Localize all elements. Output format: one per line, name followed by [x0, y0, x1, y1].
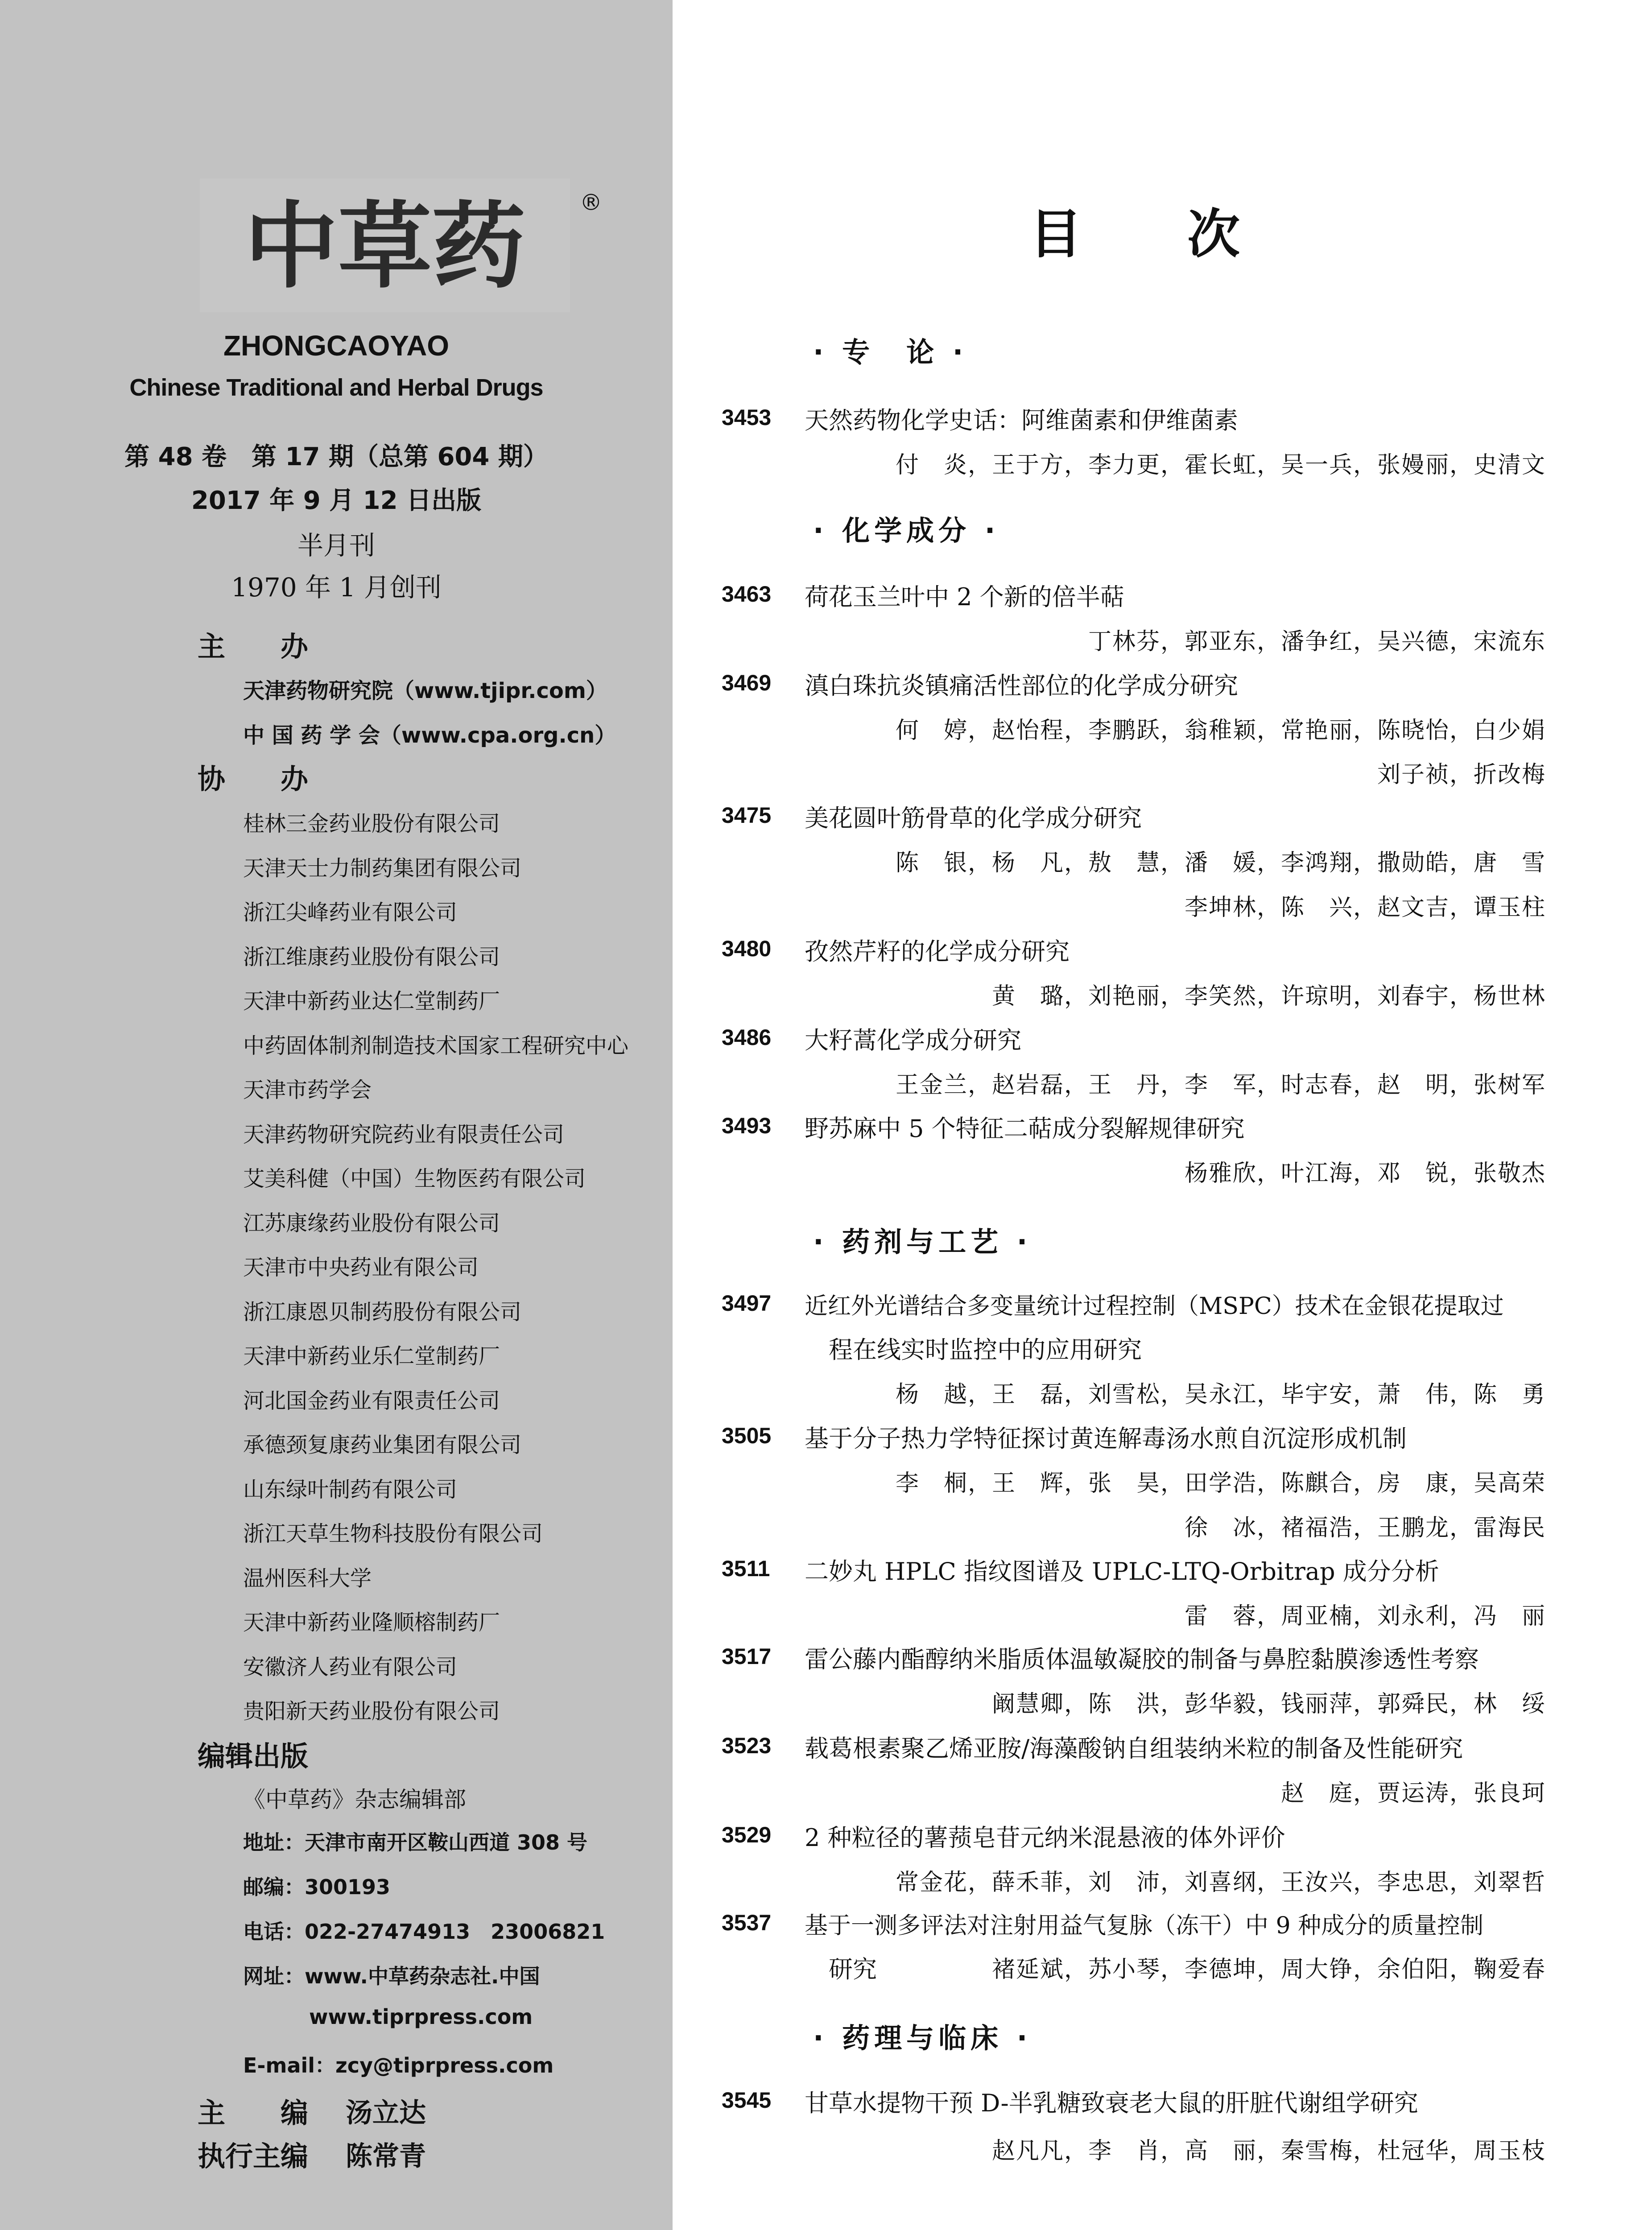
- cosponsor-item: 温州医科大学: [243, 1565, 372, 1591]
- cosponsor-item: 江苏康缘药业股份有限公司: [243, 1210, 500, 1236]
- toc-article-title[interactable]: 孜然芹籽的化学成分研究: [805, 937, 1070, 966]
- cosponsor-item: 浙江天草生物科技股份有限公司: [243, 1521, 543, 1546]
- toc-authors: 褚延斌，苏小琴，李德坤，周大铮，余伯阳，鞠爱春: [991, 1956, 1546, 1983]
- cosponsor-item: 天津市药学会: [243, 1078, 372, 1103]
- chief-editor-name: 汤立达: [346, 2098, 426, 2129]
- toc-article-title[interactable]: 天然药物化学史话：阿维菌素和伊维菌素: [805, 406, 1238, 434]
- toc-authors: 陈 银，杨 凡，敖 慧，潘 媛，李鸿翔，撒勋皓，唐 雪: [895, 850, 1546, 876]
- toc-page-number[interactable]: 3480: [722, 936, 772, 961]
- section-heading: · 专 论 ·: [813, 336, 968, 368]
- cosponsor-item: 安徽济人药业有限公司: [243, 1654, 458, 1680]
- toc-authors: 杨雅欣，叶江海，邓 锐，张敬杰: [1184, 1160, 1546, 1187]
- journal-english-title: Chinese Traditional and Herbal Drugs: [129, 374, 543, 401]
- cosponsor-item: 艾美科健（中国）生物医药有限公司: [243, 1166, 586, 1191]
- contact-phone: 电话：022-27474913 23006821: [243, 1920, 605, 1944]
- cosponsor-item: 浙江维康药业股份有限公司: [243, 944, 500, 970]
- toc-authors: 刘子祯，折改梅: [1377, 761, 1546, 788]
- toc-article-title[interactable]: 基于分子热力学特征探讨黄连解毒汤水煎自沉淀形成机制: [805, 1425, 1407, 1453]
- toc-page-number[interactable]: 3493: [722, 1113, 772, 1138]
- toc-page-number[interactable]: 3537: [722, 1910, 772, 1935]
- toc-page-number[interactable]: 3475: [722, 803, 772, 828]
- publication-frequency: 半月刊: [297, 530, 375, 561]
- toc-page-number[interactable]: 3545: [722, 2088, 772, 2113]
- masthead-sidebar: [0, 0, 673, 2230]
- contact-website-alt[interactable]: www.tiprpress.com: [309, 2005, 533, 2029]
- volume-issue: 第 48 卷 第 17 期（总第 604 期）: [124, 442, 548, 471]
- sponsor-item: 中 国 药 学 会（www.cpa.org.cn）: [243, 723, 616, 748]
- journal-pinyin: ZHONGCAOYAO: [223, 330, 450, 362]
- sponsor-heading: 主 办: [198, 630, 309, 663]
- contact-website[interactable]: 网址：www.中草药杂志社.中国: [243, 1964, 540, 1988]
- editorial-department: 《中草药》杂志编辑部: [243, 1787, 466, 1813]
- toc-authors: 常金花，薛禾菲，刘 沛，刘喜纲，王汝兴，李忠思，刘翠哲: [895, 1869, 1546, 1896]
- calligraphy-logo-icon: [200, 178, 570, 312]
- toc-authors: 付 炎，王于方，李力更，霍长虹，吴一兵，张嫚丽，史清文: [895, 452, 1546, 479]
- toc-authors: 李 桐，王 辉，张 昊，田学浩，陈麒合，房 康，吴高荣: [895, 1470, 1546, 1497]
- contact-postcode: 邮编：300193: [243, 1875, 391, 1899]
- cosponsor-item: 天津天士力制药集团有限公司: [243, 855, 522, 881]
- toc-article-title[interactable]: 载葛根素聚乙烯亚胺/海藻酸钠自组装纳米粒的制备及性能研究: [805, 1734, 1463, 1763]
- toc-page-number[interactable]: 3529: [722, 1822, 772, 1847]
- exec-editor-name: 陈常青: [346, 2141, 426, 2172]
- toc-article-title[interactable]: 基于一测多评法对注射用益气复脉（冻干）中 9 种成分的质量控制: [805, 1912, 1484, 1939]
- toc-page-number[interactable]: 3469: [722, 670, 772, 695]
- founded-date: 1970 年 1 月创刊: [231, 572, 442, 603]
- section-heading: · 药理与临床 ·: [813, 2022, 1032, 2054]
- cosponsor-item: 天津中新药业乐仁堂制药厂: [243, 1344, 500, 1369]
- contact-address: 地址：天津市南开区鞍山西道 308 号: [243, 1830, 588, 1854]
- toc-authors: 丁林芬，郭亚东，潘争红，吴兴德，宋流东: [1088, 628, 1546, 655]
- toc-article-title[interactable]: 荷花玉兰叶中 2 个新的倍半萜: [805, 583, 1124, 611]
- toc-page-number[interactable]: 3517: [722, 1644, 772, 1669]
- toc-authors: 何 婷，赵怡程，李鹏跃，翁稚颖，常艳丽，陈晓怡，白少娟: [895, 717, 1546, 744]
- section-heading: · 药剂与工艺 ·: [813, 1226, 1032, 1258]
- toc-article-title[interactable]: 美花圆叶筋骨草的化学成分研究: [805, 804, 1142, 832]
- toc-authors: 阚慧卿，陈 洪，彭华毅，钱丽萍，郭舜民，林 绥: [991, 1691, 1546, 1718]
- cosponsor-item: 贵阳新天药业股份有限公司: [243, 1699, 500, 1724]
- toc-article-title[interactable]: 二妙丸 HPLC 指纹图谱及 UPLC-LTQ-Orbitrap 成分分析: [805, 1557, 1439, 1586]
- toc-authors: 王金兰，赵岩磊，王 丹，李 军，时志春，赵 明，张树军: [895, 1072, 1546, 1098]
- toc-authors: 李坤林，陈 兴，赵文吉，谭玉柱: [1184, 894, 1546, 921]
- toc-authors: 赵凡凡，李 肖，高 丽，秦雪梅，杜冠华，周玉枝: [991, 2138, 1546, 2164]
- toc-article-title[interactable]: 野苏麻中 5 个特征二萜成分裂解规律研究: [805, 1115, 1245, 1143]
- registered-mark: ®: [580, 190, 602, 215]
- toc-page-number[interactable]: 3453: [722, 405, 772, 430]
- toc-page-number[interactable]: 3523: [722, 1733, 772, 1758]
- toc-authors: 赵 庭，贾运涛，张良珂: [1280, 1780, 1546, 1807]
- cosponsor-item: 桂林三金药业股份有限公司: [243, 811, 500, 836]
- toc-authors: 徐 冰，褚福浩，王鹏龙，雷海民: [1184, 1515, 1546, 1541]
- toc-article-title-cont[interactable]: 研究: [829, 1955, 877, 1983]
- toc-page-number[interactable]: 3505: [722, 1423, 772, 1448]
- toc-heading: 目 次: [1029, 203, 1240, 265]
- publish-date: 2017 年 9 月 12 日出版: [191, 486, 482, 515]
- cosponsor-heading: 协 办: [198, 763, 309, 795]
- toc-page-number[interactable]: 3463: [722, 582, 772, 607]
- sponsor-item: 天津药物研究院（www.tjipr.com）: [243, 678, 607, 703]
- cosponsor-item: 山东绿叶制药有限公司: [243, 1477, 458, 1502]
- cosponsor-item: 天津中新药业达仁堂制药厂: [243, 989, 500, 1014]
- toc-page-number[interactable]: 3497: [722, 1291, 772, 1316]
- contact-email[interactable]: E-mail：zcy@tiprpress.com: [243, 2053, 554, 2077]
- toc-article-title[interactable]: 大籽蒿化学成分研究: [805, 1026, 1021, 1054]
- section-heading: · 化学成分 ·: [813, 514, 1000, 547]
- cosponsor-item: 浙江尖峰药业有限公司: [243, 900, 458, 925]
- cosponsor-item: 承德颈复康药业集团有限公司: [243, 1433, 522, 1458]
- table-of-contents: [673, 0, 1652, 2230]
- toc-authors: 杨 越，王 磊，刘雪松，吴永江，毕宇安，萧 伟，陈 勇: [895, 1381, 1546, 1408]
- cosponsor-item: 天津药物研究院药业有限责任公司: [243, 1122, 565, 1147]
- exec-editor-label: 执行主编: [198, 2140, 309, 2172]
- toc-authors: 雷 蓉，周亚楠，刘永利，冯 丽: [1184, 1603, 1546, 1630]
- toc-page-number[interactable]: 3486: [722, 1025, 772, 1050]
- cosponsor-item: 浙江康恩贝制药股份有限公司: [243, 1299, 522, 1325]
- toc-article-title[interactable]: 甘草水提物干预 D-半乳糖致衰老大鼠的肝脏代谢组学研究: [805, 2089, 1418, 2117]
- cosponsor-item: 中药固体制剂制造技术国家工程研究中心: [243, 1033, 629, 1058]
- toc-article-title-cont[interactable]: 程在线实时监控中的应用研究: [829, 1336, 1142, 1364]
- toc-article-title[interactable]: 滇白珠抗炎镇痛活性部位的化学成分研究: [805, 672, 1238, 700]
- cosponsor-item: 河北国金药业有限责任公司: [243, 1388, 500, 1413]
- toc-article-title[interactable]: 近红外光谱结合多变量统计过程控制（MSPC）技术在金银花提取过: [805, 1293, 1504, 1320]
- journal-logo: [200, 178, 570, 312]
- toc-page-number[interactable]: 3511: [722, 1556, 770, 1581]
- cosponsor-item: 天津中新药业隆顺榕制药厂: [243, 1610, 500, 1635]
- chief-editor-label: 主 编: [198, 2097, 309, 2129]
- cosponsor-item: 天津市中央药业有限公司: [243, 1255, 479, 1280]
- editorial-heading: 编辑出版: [198, 1740, 309, 1772]
- toc-article-title[interactable]: 2 种粒径的薯蓣皂苷元纳米混悬液的体外评价: [805, 1824, 1285, 1852]
- toc-article-title[interactable]: 雷公藤内酯醇纳米脂质体温敏凝胶的制备与鼻腔黏膜渗透性考察: [805, 1645, 1479, 1673]
- toc-authors: 黄 璐，刘艳丽，李笑然，许琼明，刘春宇，杨世林: [991, 983, 1546, 1010]
- svg-text:中草药: 中草药: [244, 191, 526, 301]
